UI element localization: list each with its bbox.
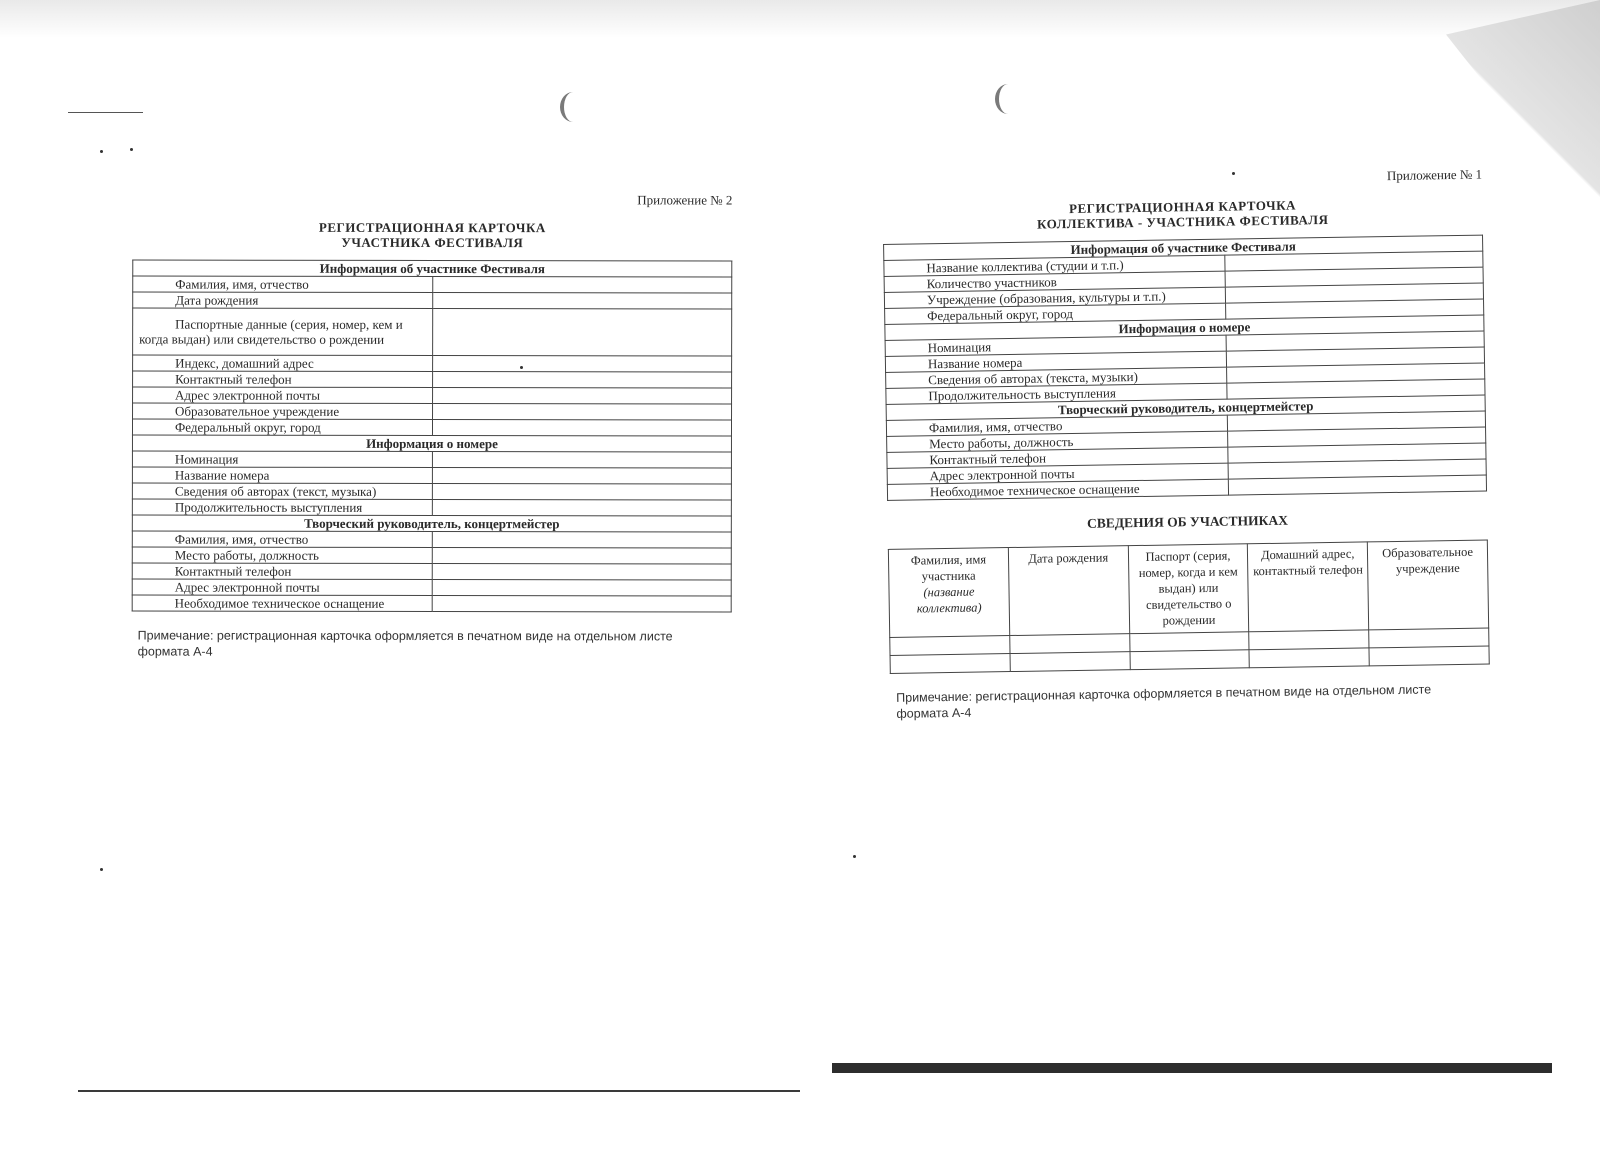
table-row [132,467,731,484]
column-header-passport: Паспорт (серия, номер, когда и кем выдан) или свидетельство о рождении [1128,544,1249,634]
table-row [133,292,732,309]
table-row [133,355,732,372]
scan-speck [100,868,103,871]
table-row [132,531,731,548]
field-label: Номинация [885,335,1227,356]
footnote-line2: формата А-4 [137,644,213,659]
field-label: Название коллектива (студии и т.п.) [884,255,1226,276]
table-cell[interactable] [1249,630,1369,650]
field-label: Сведения об авторах (текста, музыки) [886,367,1228,388]
scan-speck [130,148,133,151]
table-row [133,308,732,356]
table-cell[interactable] [1369,646,1489,666]
footnote-line1: Примечание: регистрационная карточка оформляется в печатном виде на отдельном листе [137,628,673,644]
field-label: Количество участников [884,271,1226,292]
registration-card-individual [132,191,733,660]
registration-table [132,259,733,612]
table-row [132,563,731,580]
table-row [132,547,731,564]
card-title-line1: РЕГИСТРАЦИОННАЯ КАРТОЧКА [318,219,546,236]
field-value-cell[interactable] [1229,475,1487,495]
field-label: Номинация [132,451,432,468]
table-row [133,387,732,404]
column-header-birthdate: Дата рождения [1008,546,1129,636]
field-label: Паспортные данные (серия, номер, кем и когда выдан) или свидетельство о рождении [133,308,433,356]
field-value-cell[interactable] [432,563,732,580]
table-cell[interactable] [1369,628,1489,648]
field-label: Название номера [885,351,1227,372]
table-row [133,403,732,420]
column-header-name-text: Фамилия, имя участника [910,552,987,584]
table-cell[interactable] [890,654,1010,674]
field-label: Название номера [132,467,432,484]
page-bottom-rule [78,1090,800,1092]
field-label: Необходимое техническое оснащение [887,479,1229,500]
column-header-address: Домашний адрес, контактный телефон [1248,542,1369,632]
field-label: Адрес электронной почты [133,387,433,404]
field-value-cell[interactable] [432,531,732,548]
field-value-cell[interactable] [432,579,732,596]
field-label: Место работы, должность [887,431,1229,452]
field-label: Фамилия, имя, отчество [132,531,432,548]
table-cell[interactable] [890,636,1010,656]
scan-speck [853,855,856,858]
field-value-cell[interactable] [432,277,732,294]
footnote [890,681,1490,722]
scan-mark-line [68,112,143,113]
field-label: Контактный телефон [133,371,433,388]
table-cell[interactable] [1130,650,1250,670]
field-label: Образовательное учреждение [133,403,433,420]
field-value-cell[interactable] [432,547,732,564]
field-value-cell[interactable] [432,499,732,516]
field-label: Федеральный округ, город [132,419,432,436]
field-label: Учреждение (образования, культуры и т.п.) [884,287,1226,308]
field-label: Адрес электронной почты [887,463,1229,484]
section-header: Информация о номере [132,435,731,452]
footnote-line2: формата А-4 [896,705,972,721]
card-title [132,219,732,250]
participants-table [888,540,1490,674]
field-label: Необходимое техническое оснащение [132,595,432,612]
footnote-line1: Примечание: регистрационная карточка оформляется в печатном виде на отдельном листе [896,682,1432,705]
table-row [133,276,732,293]
field-label: Сведения об авторах (текст, музыка) [132,483,432,500]
binder-hole-mark [560,92,586,122]
participants-title: СВЕДЕНИЯ ОБ УЧАСТНИКАХ [1086,512,1289,531]
field-label: Индекс, домашний адрес [133,355,433,372]
scan-speck [100,150,103,153]
field-label: Фамилия, имя, отчество [886,415,1228,436]
section-header: Информация о номере [885,315,1484,340]
section-header: Информация об участнике Фестиваля [133,260,732,277]
participants-header-row [888,540,1488,637]
card-title-line1: РЕГИСТРАЦИОННАЯ КАРТОЧКА [1068,197,1297,217]
section-header: Творческий руководитель, концертмейстер [132,515,731,532]
field-label: Адрес электронной почты [132,579,432,596]
field-value-cell[interactable] [432,595,732,612]
column-header-name [888,548,1009,638]
field-label: Продолжительность выступления [886,383,1228,404]
registration-table [883,235,1487,501]
table-row [132,579,731,596]
table-row [132,419,731,436]
binder-hole-mark [995,84,1021,114]
section-header: Творческий руководитель, концертмейстер [886,395,1485,420]
table-cell[interactable] [1249,648,1369,668]
field-label: Федеральный округ, город [885,303,1227,324]
field-label: Дата рождения [133,292,433,309]
field-label: Фамилия, имя, отчество [133,276,433,293]
table-cell[interactable] [1010,634,1130,654]
appendix-label: Приложение № 1 [1386,166,1483,184]
card-title-line2: УЧАСТНИКА ФЕСТИВАЛЯ [341,234,524,251]
field-label: Продолжительность выступления [132,499,432,516]
field-label: Место работы, должность [132,547,432,564]
card-title-line2: КОЛЛЕКТИВА - УЧАСТНИКА ФЕСТИВАЛЯ [1036,211,1329,232]
section-header: Информация об участнике Фестиваля [884,235,1483,260]
table-row [132,499,731,516]
card-title [882,195,1482,234]
field-value-cell[interactable] [432,356,732,373]
scan-top-edge [0,0,1600,38]
table-cell[interactable] [1010,652,1130,672]
field-value-cell[interactable] [432,420,732,437]
table-row [133,371,732,388]
field-value-cell[interactable] [432,372,732,389]
field-value-cell[interactable] [432,483,732,500]
table-row [132,451,731,468]
table-row [132,483,731,500]
field-value-cell[interactable] [432,388,732,405]
appendix-label: Приложение № 2 [637,192,733,208]
column-header-school: Образовательное учреждение [1367,540,1488,630]
column-header-name-italic: (название коллектива) [916,584,982,616]
table-cell[interactable] [1129,632,1249,652]
registration-card-collective [882,167,1491,722]
footnote [132,627,732,660]
field-value-cell[interactable] [432,451,732,468]
field-value-cell[interactable] [432,404,732,421]
field-label: Контактный телефон [887,447,1229,468]
field-value-cell[interactable] [432,309,732,357]
field-value-cell[interactable] [432,293,732,310]
table-row [132,595,731,612]
field-value-cell[interactable] [432,467,732,484]
page-bottom-rule [832,1063,1552,1073]
field-label: Контактный телефон [132,563,432,580]
